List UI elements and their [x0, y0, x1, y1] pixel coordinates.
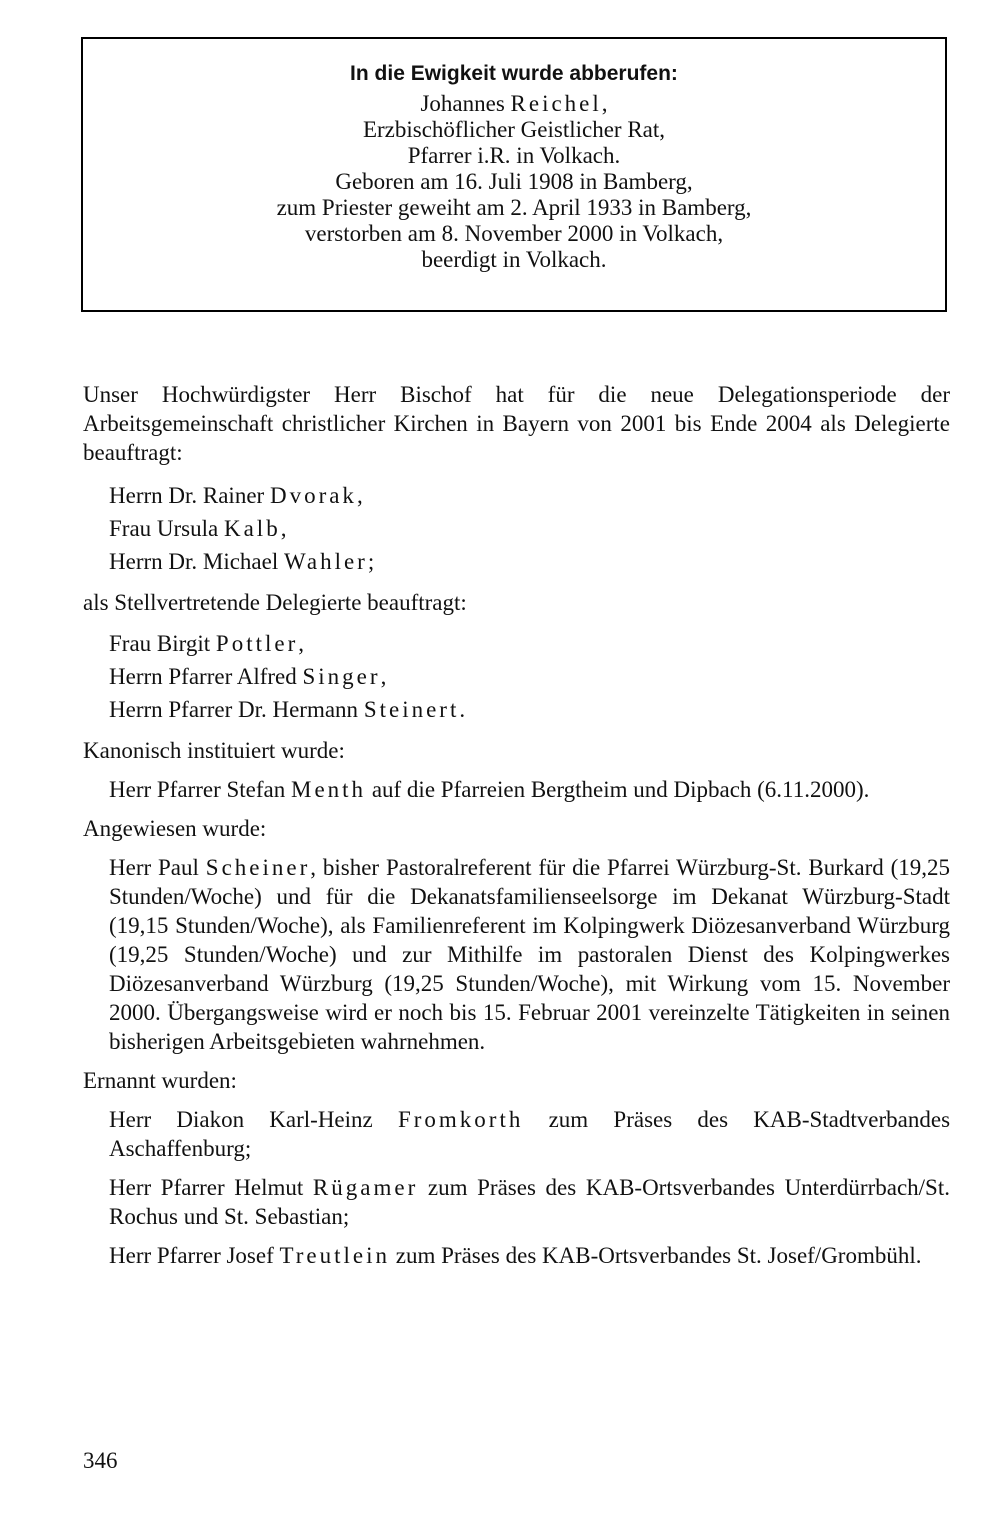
obituary-line: verstorben am 8. November 2000 in Volkach,: [304, 221, 724, 246]
appointed-entry: [109, 1241, 950, 1270]
list-item: [109, 660, 950, 693]
intro-paragraph: Unser Hochwürdigster Herr Bischof hat für die neue Delegationsperiode der Arbeitsgemeinschaft christlicher Kirchen in Bayern von 2001 bis Ende 2004 als Delegierte beauftragt:: [83, 382, 950, 465]
entry-text: zum Präses des KAB-Ortsverbandes St. Josef/Grombühl.: [395, 1243, 922, 1268]
person-suffix: ,: [356, 483, 363, 508]
person-prefix: Herrn Pfarrer Dr. Hermann: [109, 697, 359, 722]
list-item: [109, 627, 950, 660]
obituary-line: zum Priester geweiht am 2. April 1933 in Bamberg,: [276, 195, 752, 220]
entry-text: zum Präses des KAB-Stadtverbandes Aschaffenburg;: [109, 1107, 951, 1161]
person-surname: Scheiner: [205, 855, 311, 880]
entry-text: zum Präses des KAB-Ortsverbandes Unterdürrbach/St. Rochus und St. Sebastian;: [109, 1175, 950, 1229]
instituted-entry: [109, 775, 950, 804]
list-item: [109, 693, 950, 726]
person-surname: Singer: [302, 664, 381, 689]
list-item: [109, 545, 950, 578]
person-prefix: Herr Pfarrer Stefan: [109, 777, 286, 802]
person-suffix: .: [459, 697, 466, 722]
instituted-label: Kanonisch instituiert wurde:: [83, 738, 345, 763]
person-prefix: Herr Pfarrer Josef: [109, 1243, 274, 1268]
person-prefix: Herr Pfarrer Helmut: [109, 1175, 304, 1200]
obituary-name-suffix: ,: [601, 91, 608, 116]
main-content: [83, 380, 950, 1280]
person-prefix: Herrn Dr. Rainer: [109, 483, 265, 508]
person-suffix: ,: [380, 664, 387, 689]
person-prefix: Herrn Pfarrer Alfred: [109, 664, 297, 689]
obituary-name-line: [83, 91, 945, 117]
person-surname: Treutlein: [279, 1243, 391, 1268]
appointed-entry: [109, 1173, 950, 1231]
entry-text: , bisher Pastoralreferent für die Pfarrei Würzburg-St. Burkard (19,25 Stunden/Woche) und für die Dekanatsfamilienseelsorge im Dekanat Würzburg-Stadt (19,15 Stunden/Woche), als Familienreferent im Kolpingwerk Diözesanverband Würzburg (19,25 Stunden/Woche) und zur Mithilfe im pastoralen Dienst des Kolpingwerkes Diözesanverband Würzburg (19,25 Stunden/Woche), mit Wirkung vom 15. November 2000. Übergangsweise wird er noch bis 15. Februar 2001 vereinzelte Tätigkeiten in seinen bisherigen Arbeitsgebieten wahrnehmen.: [109, 855, 951, 1054]
person-prefix: Herr Diakon Karl-Heinz: [109, 1107, 373, 1132]
delegates-list: [109, 479, 950, 578]
person-surname: Pottler: [215, 631, 299, 656]
person-surname: Steinert: [363, 697, 460, 722]
person-suffix: ,: [280, 516, 287, 541]
person-surname: Rügamer: [312, 1175, 419, 1200]
obituary-heading: In die Ewigkeit wurde abberufen:: [350, 62, 678, 85]
appointed-entry: [109, 1105, 950, 1163]
list-item: [109, 479, 950, 512]
person-surname: Wahler: [284, 549, 368, 574]
page-number: 346: [83, 1448, 118, 1473]
deputies-list: [109, 627, 950, 726]
list-item: [109, 512, 950, 545]
person-surname: Fromkorth: [397, 1107, 524, 1132]
entry-text: auf die Pfarreien Bergtheim und Dipbach (6.11.2000).: [371, 777, 870, 802]
person-surname: Menth: [291, 777, 367, 802]
obituary-box: [81, 37, 947, 312]
assigned-label: Angewiesen wurde:: [83, 816, 267, 841]
person-suffix: ,: [298, 631, 305, 656]
person-prefix: Herrn Dr. Michael: [109, 549, 279, 574]
deputies-label: als Stellvertretende Delegierte beauftragt:: [83, 590, 467, 615]
appointed-label: Ernannt wurden:: [83, 1068, 237, 1093]
obituary-line: beerdigt in Volkach.: [421, 247, 607, 272]
obituary-line: Erzbischöflicher Geistlicher Rat,: [362, 117, 666, 142]
obituary-first-name: Johannes: [420, 91, 505, 116]
person-prefix: Frau Ursula: [109, 516, 219, 541]
obituary-line: Geboren am 16. Juli 1908 in Bamberg,: [335, 169, 693, 194]
person-surname: Dvorak: [269, 483, 357, 508]
person-prefix: Frau Birgit: [109, 631, 211, 656]
person-prefix: Herr Paul: [109, 855, 199, 880]
obituary-line: Pfarrer i.R. in Volkach.: [407, 143, 621, 168]
person-surname: Kalb: [223, 516, 281, 541]
person-suffix: ;: [367, 549, 375, 574]
obituary-last-name: Reichel: [510, 91, 602, 116]
assigned-entry: [109, 853, 950, 1056]
